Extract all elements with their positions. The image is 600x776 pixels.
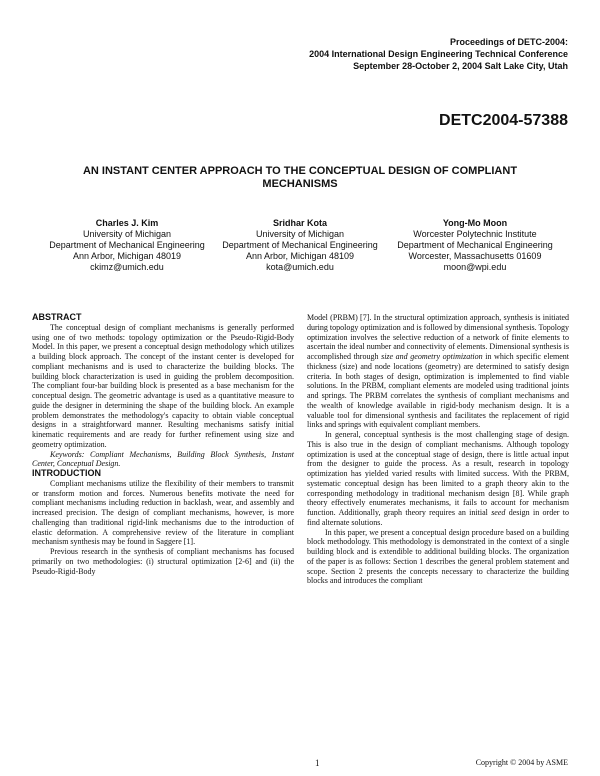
right-paragraph-3: In this paper, we present a conceptual design procedure based on a building block methodology. This methodology is demonstrated in the context of a single building block and is extendible to additional building blocks. The organization of the paper is as follows: Section 1 describes the general problem statement and scope. Section 2 presents the concepts necessary to characterize the building blocks and introduces the compliant	[307, 527, 569, 586]
paper-title	[60, 165, 540, 191]
intro-paragraph-2: Previous research in the synthesis of compliant mechanisms has focused primarily on two methodologies: (i) structural optimization [2-6] and (ii) the Pseudo-Rigid-Body	[32, 547, 294, 576]
author-block	[205, 218, 395, 273]
author-affiliation: University of Michigan	[82, 229, 172, 239]
right-paragraph-1	[307, 313, 569, 430]
emphasis-text: seed	[491, 508, 506, 517]
page-number: 1	[315, 758, 320, 768]
title-line-1: AN INSTANT CENTER APPROACH TO THE CONCEPTUAL DESIGN OF COMPLIANT	[82, 165, 518, 177]
author-department: Department of Mechanical Engineering	[222, 240, 378, 250]
text-run: Model (PRBM) [7]. In the structural optimization approach, synthesis is initiated during topology optimization and is followed by dimensional synthesis. Topology optimization involves the selective reduction of a network of finite elements to ascertain the ideal number and connectivity of elements. Dimensional synthesis is accomplished through	[307, 313, 569, 361]
emphasis-text: size and geometry optimization	[381, 352, 483, 361]
author-address: Ann Arbor, Michigan 48019	[72, 251, 182, 261]
author-block	[32, 218, 222, 273]
copyright: Copyright © 2004 by ASME	[475, 758, 568, 767]
author-email: kota@umich.edu	[266, 262, 334, 272]
author-name: Yong-Mo Moon	[442, 218, 508, 228]
author-affiliation: Worcester Polytechnic Institute	[413, 229, 537, 239]
text-run: in which specific element thickness (size) and node locations (geometry) are determined to satisfy design criteria. In both stages of design, optimization is implemented to find viable solutions. In the PRBM, compliant elements are modeled using traditional joints and springs. The PRBM correlates the synthesis of compliant mechanisms and the wealth of knowledge available in rigid-body mechanism design. It is a valuable tool for dimensional synthesis and facilitates the replacement of rigid links and springs with equivalent compliant members.	[307, 352, 569, 430]
author-address: Ann Arbor, Michigan 48109	[245, 251, 355, 261]
intro-paragraph-1: Compliant mechanisms utilize the flexibility of their members to transmit or transform motion and forces. Numerous benefits motivate the need for compliant mechanisms including reduction in backlash, wear, and assembly and increased precision. The design of compliant mechanisms, however, is more challenging than traditional rigid-link mechanisms due to the introduction of elastic deformation. A comprehensive review of the literature in compliant mechanism synthesis may be found in Saggere [1].	[32, 478, 294, 547]
text-run: In general, conceptual synthesis is the most challenging stage of design. This is also true in the design of compliant mechanisms. Although topology optimization is used at the conceptual stage of design, there is little actual input from the designer to guide the process. As a result, research in topology optimization has yielded varied results with limited success. With the PRBM, systematic conceptual design has been limited to a graph theory akin to the corresponding methodology in traditional mechanism design [8]. While graph theory effectively enumerates mechanisms, it fails to account for mechanism function. Additionally, graph theory requires an initial	[307, 430, 569, 517]
title-line-2: MECHANISMS	[262, 178, 338, 190]
author-address: Worcester, Massachusetts 01609	[408, 251, 542, 261]
introduction-heading: INTRODUCTION	[32, 468, 101, 478]
keywords: Keywords: Compliant Mechanisms, Building Block Synthesis, Instant Center, Conceptual Design.	[32, 449, 294, 469]
dates-line: September 28-October 2, 2004 Salt Lake City, Utah	[353, 61, 568, 71]
proceedings-header	[309, 36, 568, 72]
paper-id: DETC2004-57388	[439, 112, 568, 129]
author-name: Charles J. Kim	[95, 218, 159, 228]
right-paragraph-2	[307, 430, 569, 528]
left-column	[32, 313, 294, 576]
abstract-text: The conceptual design of compliant mechanisms is generally performed using one of two methods: topology optimization or the Pseudo-Rigid-Body Model. In this paper, we present a conceptual design methodology which utilizes a building block approach. The concept of the instant center is developed for compliant mechanisms and is used to characterize the building blocks. The building block characterization is used in guiding the problem decomposition. The compliant four-bar building block is presented as a base mechanism for the conceptual design. The geometric advantage is used as a quantitative measure to guide the designer in determining the shape of the building block. An example problem demonstrates the methodology's capacity to obtain viable conceptual designs in a straightforward manner. Resulting mechanisms satisfy initial kinematic requirements and are ready for further refinement using size and geometry optimization.	[32, 322, 294, 449]
abstract-heading: ABSTRACT	[32, 312, 82, 322]
author-department: Department of Mechanical Engineering	[397, 240, 553, 250]
text-run: design in order to find alternate solutions.	[307, 508, 569, 527]
author-email: moon@wpi.edu	[443, 262, 507, 272]
right-column	[307, 313, 569, 586]
author-email: ckimz@umich.edu	[90, 262, 164, 272]
author-affiliation: University of Michigan	[255, 229, 345, 239]
author-name: Sridhar Kota	[272, 218, 327, 228]
proceedings-line: Proceedings of DETC-2004:	[449, 37, 568, 47]
author-department: Department of Mechanical Engineering	[49, 240, 205, 250]
conference-line: 2004 International Design Engineering Technical Conference	[309, 49, 568, 59]
author-block	[380, 218, 570, 273]
